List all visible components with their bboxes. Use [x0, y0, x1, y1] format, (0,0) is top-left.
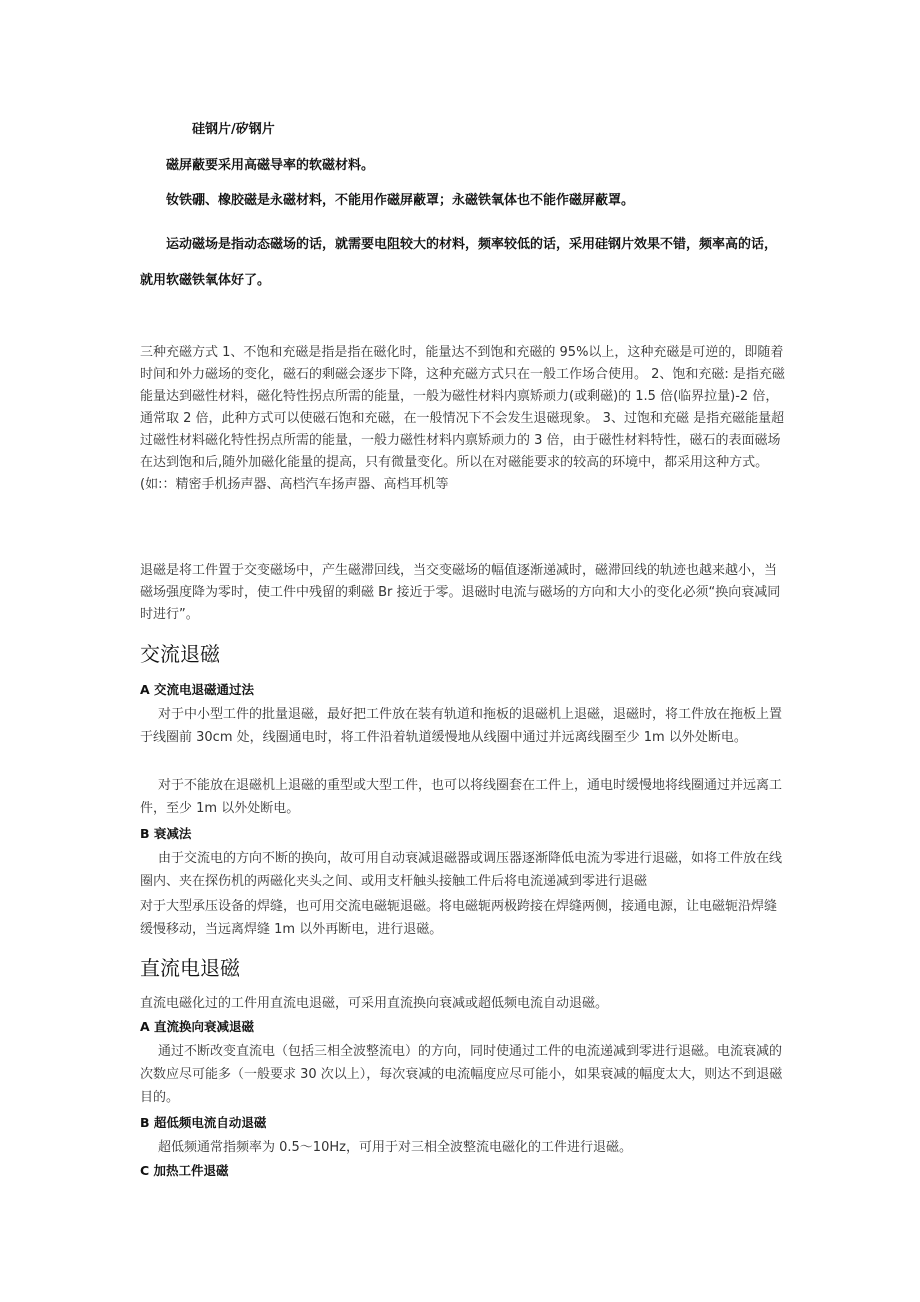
ac-decay-p1: 由于交流电的方向不断的换向，故可用自动衰减退磁器或调压器逐渐降低电流为零进行退磁，如将工件放在线圈内、夹在探伤机的两磁化夹头之间、或用支杆触头接触工件后将电流递减到零进行退磁: [140, 851, 783, 889]
title-silicon-steel: 硅钢片/矽钢片: [192, 122, 275, 137]
permanent-magnet-note: 钕铁硼、橡胶磁是永磁材料，不能用作磁屏蔽罩；永磁铁氧体也不能作磁屏蔽罩。: [166, 193, 635, 208]
dynamic-field-note: 运动磁场是指动态磁场的话，就需要电阻较大的材料，频率较低的话，采用硅钢片效果不错，频率高的话，就用软磁铁氧体好了。: [140, 237, 778, 288]
subheading-ac-decay: B 衰减法: [140, 826, 192, 841]
dc-intro: 直流电磁化过的工件用直流电退磁，可采用直流换向衰减或超低频电流自动退磁。: [140, 996, 609, 1011]
ultra-low-freq-p1: 超低频通常指频率为 0.5～10Hz，可用于对三相全波整流电磁化的工件进行退磁。: [158, 1140, 632, 1155]
demagnetization-intro: 退磁是将工件置于交变磁场中，产生磁滞回线，当交变磁场的幅值逐渐递减时，磁滞回线的轨迹也越来越小，当磁场强度降为零时，使工件中残留的剩磁 Br 接近于零。退磁时电流与磁场的方向和大小的变化必须“换向衰减同时进行”。: [140, 563, 781, 622]
ac-pass-through-p2: 对于不能放在退磁机上退磁的重型或大型工件，也可以将线圈套在工件上，通电时缓慢地将线圈通过并远离工件，至少 1m 以外处断电。: [140, 778, 783, 816]
shield-material-note: 磁屏蔽要采用高磁导率的软磁材料。: [166, 158, 375, 173]
heading-dc-demag: 直流电退磁: [140, 956, 240, 980]
ac-pass-through-p1: 对于中小型工件的批量退磁，最好把工件放在装有轨道和拖板的退磁机上退磁，退磁时，将工件放在拖板上置于线圈前 30cm 处，线圈通电时，将工件沿着轨道缓慢地从线圈中通过并远离线圈至少 1m 以外处断电。: [140, 707, 783, 745]
subheading-heating-demag: C 加热工件退磁: [140, 1163, 229, 1178]
subheading-ac-pass-through: A 交流电退磁通过法: [140, 682, 255, 697]
dc-reversing-p1: 通过不断改变直流电（包括三相全波整流电）的方向，同时使通过工件的电流递减到零进行退磁。电流衰减的次数应尽可能多（一般要求 30 次以上），每次衰减的电流幅度应尽可能小，如果衰减的幅度太大，则达不到退磁目的。: [140, 1044, 783, 1105]
charging-methods-paragraph: 三种充磁方式 1、不饱和充磁是指是指在磁化时，能量达不到饱和充磁的 95%以上，这种充磁是可逆的，即随着时间和外力磁场的变化，磁石的剩磁会逐步下降，这种充磁方式只在一般工作场合使用。 2、饱和充磁: 是指充磁能量达到磁性材料，磁化特性拐点所需的能量，一般为磁性材料内禀矫顽力(或剩磁)的 1.5 倍(临界拉量)-2 倍，通常取 2 倍，此种方式可以使磁石饱和充磁，在一般情况下不会发生退磁现象。 3、过饱和充磁 是指充磁能量超过磁性材料磁化特性拐点所需的能量，一般力磁性材料内禀矫顽力的 3 倍，由于磁性材料特性，磁石的表面磁场在达到饱和后,随外加磁化能量的提高，只有微量变化。所以在对磁能要求的较高的环境中，都采用这种方式。(如:：精密手机扬声器、高档汽车扬声器、高档耳机等: [140, 345, 785, 492]
subheading-ultra-low-freq: B 超低频电流自动退磁: [140, 1115, 267, 1130]
ac-decay-p2: 对于大型承压设备的焊缝，也可用交流电磁轭退磁。将电磁轭两极跨接在焊缝两侧，接通电源，让电磁轭沿焊缝缓慢移动，当远离焊缝 1m 以外再断电，进行退磁。: [140, 899, 778, 937]
subheading-dc-reversing: A 直流换向衰减退磁: [140, 1019, 255, 1034]
heading-ac-demag: 交流退磁: [140, 642, 220, 666]
